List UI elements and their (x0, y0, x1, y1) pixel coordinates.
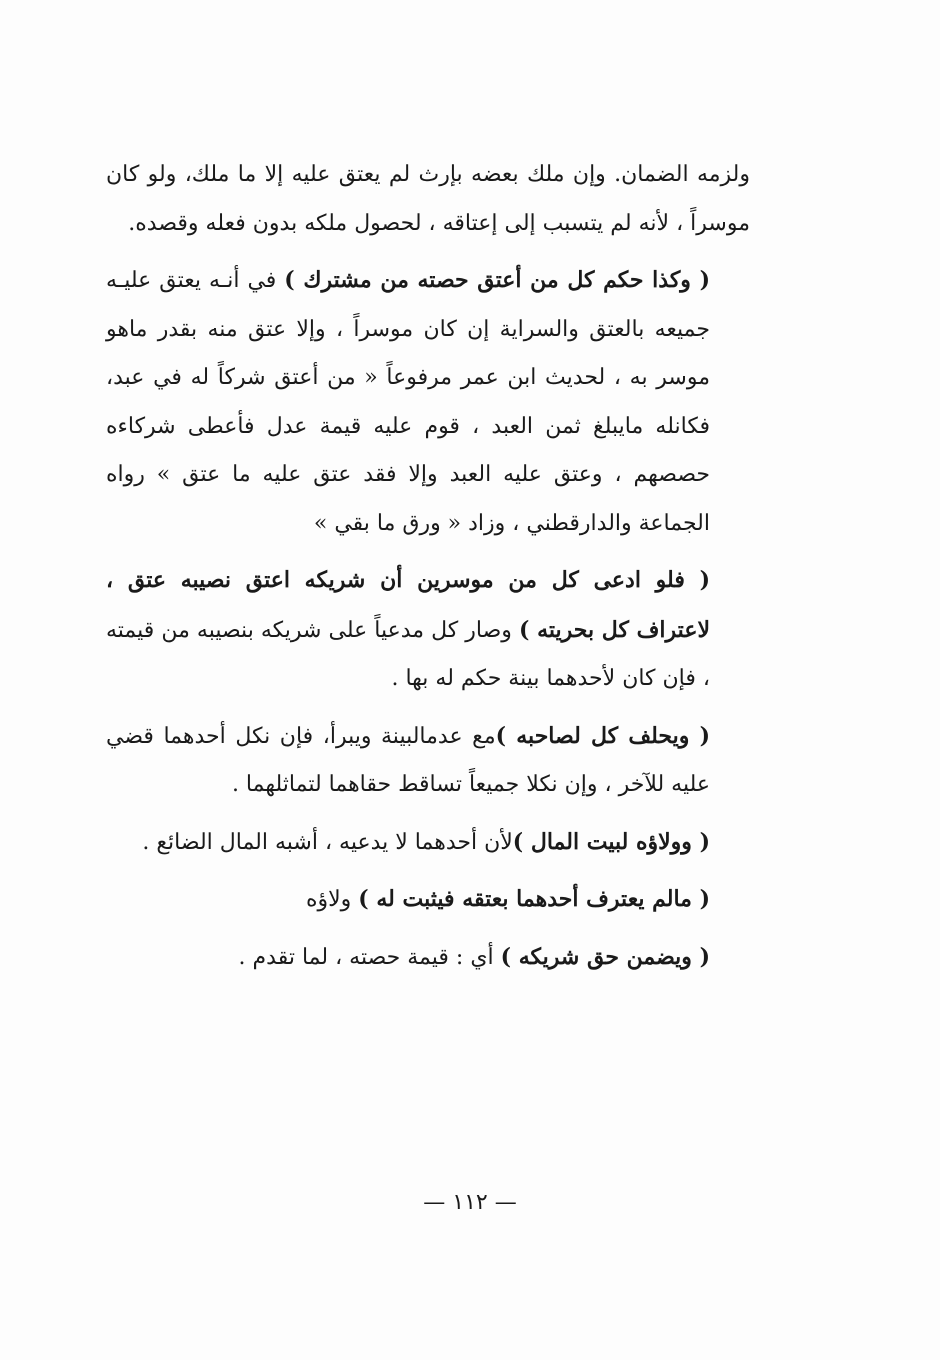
commentary-text: مع عدمالبينة ويبرأ، فإن نكل أحدهما قضي عليه للآخر ، وإن نكلا جميعاً تساقط حقاهما لتماثلهما . (106, 723, 710, 797)
commentary-text: ولزمه الضمان. وإن ملك بعضه بإرث لم يعتق عليه إلا ما ملك، ولو كان موسراً ، لأنه لم يتسبب إلى إعتاقه ، لحصول ملكه بدون فعله وقصده. (106, 162, 750, 236)
commentary-text: في أنـه يعتق عليـه جميعه بالعتق والسراية إن كان موسراً ، وإلا عتق منه بقدر ماهو موسر به ، لحديث ابن عمر مرفوعاً « من أعتق شركاً له في عبد، فكانله مايبلغ ثمن العبد ، قوم عليه قيمة عدل فأعطى شركاءه حصصهم ، وعتق عليه العبد وإلا فقد عتق عليه ما عتق » رواه الجماعة والدارقطني ، وزاد « ورق ما بقي » (106, 268, 710, 536)
matn-text: ( مالم يعترف أحدهما بعتقه فيثبت له ) (358, 886, 710, 912)
commentary-text: وصار كل مدعياً على شريكه بنصيبه من قيمته ، فإن كان لأحدهما بينة حكم له بها . (106, 617, 710, 691)
paragraph-2 (106, 256, 750, 548)
paragraph-4 (106, 712, 750, 810)
paragraph-5 (106, 818, 750, 868)
matn-text: ( وكذا حكم كل من أعتق حصته من مشترك ) (284, 267, 710, 293)
commentary-text: لأن أحدهما لا يدعيه ، أشبه المال الضائع . (142, 829, 513, 855)
matn-text: ( ويضمن حق شريكه ) (500, 943, 710, 970)
paragraph-1 (106, 150, 750, 248)
paragraph-3 (106, 556, 750, 704)
matn-text: ( ويحلف كل لصاحبه ) (495, 722, 710, 749)
body-text (106, 150, 750, 982)
paragraph-7 (106, 933, 750, 983)
paragraph-6 (106, 875, 750, 925)
commentary-text: ولاؤه (305, 887, 359, 912)
page-number: — ١١٢ — (423, 1190, 517, 1215)
commentary-text: أي : قيمة حصته ، لما تقدم . (238, 944, 501, 970)
matn-text: ( وولاؤه لبيت المال ) (512, 828, 710, 855)
matn-text: ( فلو ادعى كل من موسرين أن شريكه اعتق نصيبه عتق ، لاعتراف كل بحريته ) (106, 567, 710, 643)
